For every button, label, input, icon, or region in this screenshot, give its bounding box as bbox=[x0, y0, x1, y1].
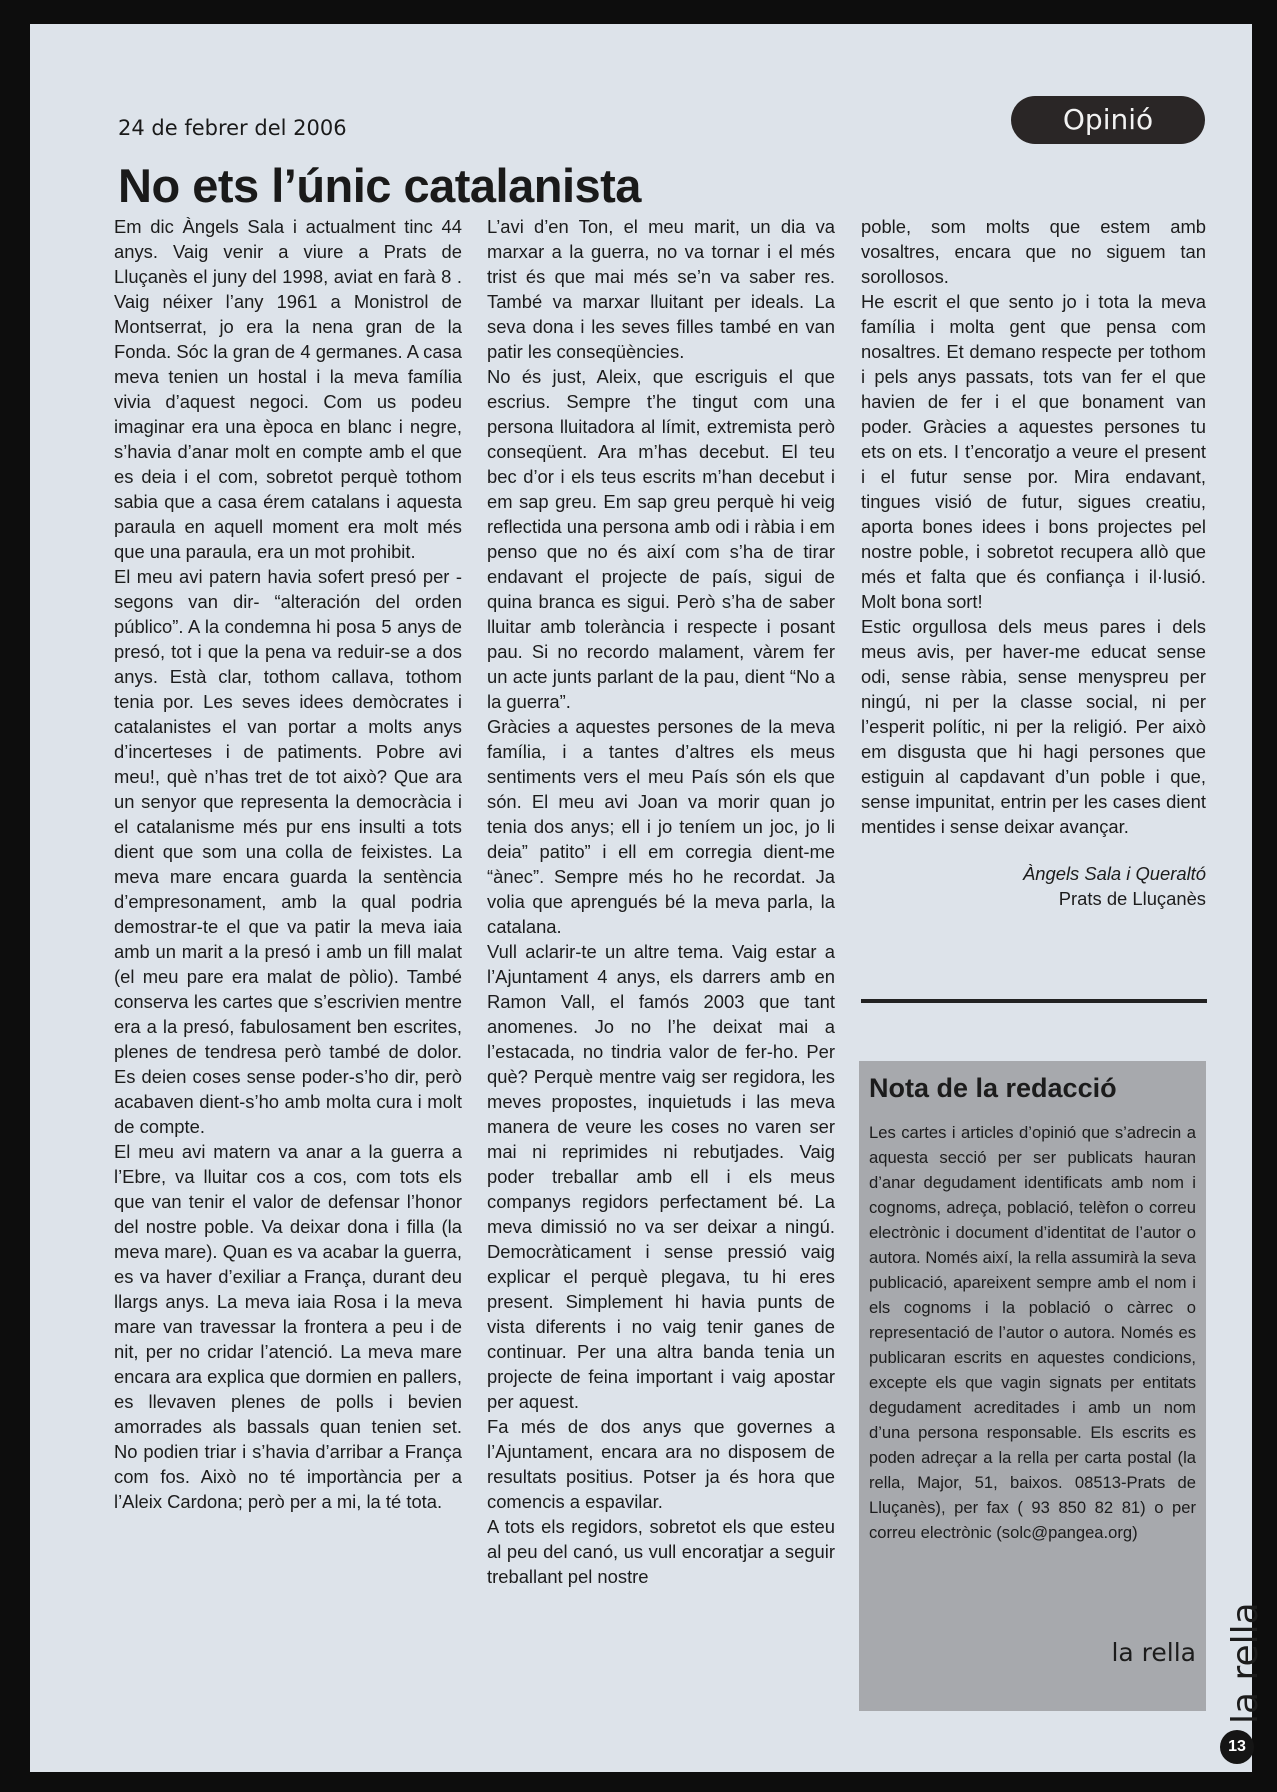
paragraph: El meu avi patern havia sofert presó per -segons van dir- “alteración del orden público”. A la condemna hi posa 5 anys de presó, tot i que la pena va reduir-se a dos anys. Està clar, tothom callava, tothom tenia por. Les seves idees demòcrates i catalanistes el van portar a molts anys d’incerteses i de patiments. Pobre avi meu!, què n’has tret de tot això? Que ara un senyor que representa la democràcia i el catalanisme més pur ens insulti a tots dient que som una colla de feixistes. La meva mare encara guarda la sentència d’empresonament, amb la qual podria demostrar-te el que va patir la meva iaia amb un marit a la presó i amb un fill malat (el meu pare era malat de pòlio). També conserva les cartes que s’escrivien mentre era a la presó, fabulosament ben escrites, plenes de tendresa però també de dolor. Es deien coses sense poder-s’ho dir, però acabaven dient-s’ho amb molta cura i molt de compte. bbox=[114, 566, 462, 1137]
divider bbox=[861, 999, 1207, 1003]
note-body: Les cartes i articles d’opinió que s’adrecin a aquesta secció per ser publicats hauran d’anar degudament identificats amb nom i cognoms, adreça, població, telèfon o correu electrònic i document d’identitat de l’autor o autora. Només així, la rella assumirà la seva publicació, apareixent sempre amb el nom i els cognoms i la població o càrrec o representació de l’autor o autora. Només es publicaran escrits en aquestes condicions, excepte els que vagin signats per entitats degudament acreditades i amb un nom d’una persona responsable. Els escrits es poden adreçar a la rella per carta postal (la rella, Major, 51, baixos. 08513-Prats de Lluçanès), per fax ( 93 850 82 81) o per correu electrònic (solc@pangea.org) bbox=[869, 1123, 1196, 1542]
page-number-badge: 13 bbox=[1220, 1730, 1254, 1764]
paragraph: Estic orgullosa dels meus pares i dels meus avis, per haver-me educat sense odi, sense ràbia, sense menyspreu per ningú, ni per la classe social, ni per l’esperit polític, ni per la religió. Per això em disgusta que hi hagi persones que estiguin al capdavant d’un poble i que, sense impunitat, entrin per les cases dient mentides i sense deixar avançar. bbox=[861, 616, 1206, 837]
paragraph: Gràcies a aquestes persones de la meva família, i a tantes d’altres els meus sentiments vers el meu País són els que són. El meu avi Joan va morir quan jo tenia dos anys; ell i jo teníem un joc, jo li deia” patito” i ell em corregia dient-me “ànec”. Sempre més ho he recordat. Ja volia que aprengués bé la meva parla, la catalana. bbox=[487, 716, 835, 937]
author-name: Àngels Sala i Queraltó bbox=[1023, 863, 1206, 884]
paragraph: No és just, Aleix, que escriguis el que escrius. Sempre t’he tingut com una persona lluitadora al límit, extremista però conseqüent. Ara m’has decebut. El teu bec d’or i els teus escrits m’han decebut i em sap greu. Em sap greu perquè hi veig reflectida una persona amb odi i ràbia i em penso que no és així com s’ha de tirar endavant el projecte de país, sigui de quina branca es sigui. Però s’ha de saber lluitar amb tolerància i respecte i posant pau. Si no recordo malament, vàrem fer un acte junts parlant de la pau, dient “No a la guerra”. bbox=[487, 366, 835, 712]
paragraph: poble, som molts que estem amb vosaltres, encara que no siguem tan sorollosos. bbox=[861, 216, 1206, 287]
newspaper-page bbox=[30, 24, 1266, 1772]
paragraph: Vull aclarir-te un altre tema. Vaig estar a l’Ajuntament 4 anys, els darrers amb en Ramon Vall, el famós 2003 que tant anomenes. Jo no l’he deixat mai a l’estacada, no tindria valor de fer-ho. Per què? Perquè mentre vaig ser regidora, les meves propostes, inquietuds i las meva manera de veure les coses no varen ser mai ni reprimides ni rebutjades. Vaig poder treballar amb ell i els meus companys regidors perfectament bé. La meva dimissió no va ser deixar a ningú. Democràticament i sense pressió vaig explicar el perquè plegava, tu hi eres present. Simplement hi havia punts de vista diferents i no vaig tenir ganes de continuar. Per una altra banda tenia un projecte de feina important i vaig apostar per aquest. bbox=[487, 941, 835, 1412]
paragraph: He escrit el que sento jo i tota la meva família i molta gent que pensa com nosaltres. Et demano respecte per tothom i pels anys passats, tots van fer el que havien de fer i el que bonament van poder. Gràcies a aquestes persones tu ets on ets. I t’encoratjo a veure el present i el futur sense por. Mira endavant, tingues visió de futur, sigues creatiu, aporta bones idees i bons projectes pel nostre poble, i sobretot recupera allò que més et falta que és confiança i il·lusió. Molt bona sort! bbox=[861, 291, 1206, 612]
article-column-1 bbox=[114, 214, 462, 1514]
article-column-3 bbox=[861, 214, 1206, 911]
paragraph: Fa més de dos anys que governes a l’Ajuntament, encara ara no disposem de resultats positius. Potser ja és hora que comencis a espavilar. bbox=[487, 1416, 835, 1512]
article-column-2 bbox=[487, 214, 835, 1589]
note-brand-logo: la rella bbox=[1111, 1638, 1196, 1667]
section-badge: Opinió bbox=[1011, 96, 1205, 144]
paragraph: L’avi d’en Ton, el meu marit, un dia va marxar a la guerra, no va tornar i el més trist és que mai més se’n va saber res. També va marxar lluitant per ideals. La seva dona i les seves filles també en van patir les conseqüències. bbox=[487, 216, 835, 362]
paragraph: El meu avi matern va anar a la guerra a l’Ebre, va lluitar cos a cos, com tots els que van tenir el valor de defensar l’honor del nostre poble. Va deixar dona i filla (la meva mare). Quan es va acabar la guerra, es va haver d’exiliar a França, durant deu llargs anys. La meva iaia Rosa i la meva mare van travessar la frontera a peu i de nit, per no cridar l’atenció. La meva mare encara ara explica que dormien en pallers, es llevaven plenes de polls i bevien amorrades als bassals quan tenien set. No podien triar i s’havia d’arribar a França com fos. Això no té importància per a l’Aleix Cardona; però per a mi, la té tota. bbox=[114, 1141, 462, 1512]
author-signature bbox=[861, 861, 1206, 911]
author-place: Prats de Lluçanès bbox=[1058, 888, 1206, 909]
paragraph: Em dic Àngels Sala i actualment tinc 44 anys. Vaig venir a viure a Prats de Lluçanès el juny del 1998, aviat en farà 8 . Vaig néixer l’any 1961 a Monistrol de Montserrat, jo era la nena gran de la Fonda. Sóc la gran de 4 germanes. A casa meva tenien un hostal i la meva família vivia d’aquest negoci. Com us podeu imaginar era una època en blanc i negre, s’havia d’anar molt en compte amb el que es deia i el com, sobretot perquè tothom sabia que a casa érem catalans i aquesta paraula en aquell moment era molt més que una paraula, era un mot prohibit. bbox=[114, 216, 462, 562]
paragraph: A tots els regidors, sobretot els que esteu al peu del canó, us vull encoratjar a seguir treballant pel nostre bbox=[487, 1516, 835, 1587]
issue-date: 24 de febrer del 2006 bbox=[118, 116, 347, 140]
article-title: No ets l’únic catalanista bbox=[118, 159, 641, 212]
note-title: Nota de la redacció bbox=[869, 1073, 1117, 1103]
editorial-note-box bbox=[859, 1061, 1206, 1711]
side-brand-text: la rella bbox=[1225, 1602, 1266, 1724]
